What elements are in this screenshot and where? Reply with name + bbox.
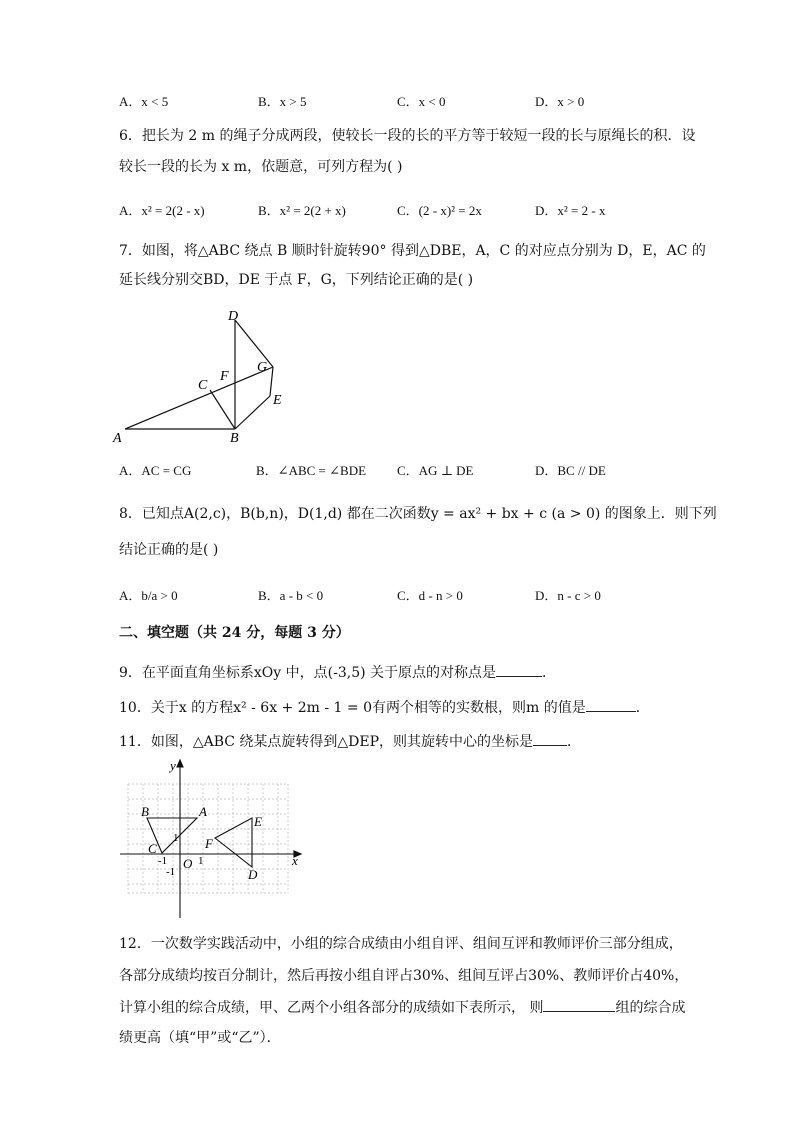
q10-end: ． <box>635 700 650 716</box>
q5-option-d: D．x > 0 <box>535 94 585 109</box>
q6-stem-line1: 6．把长为 2 m 的绳子分成两段，使较长一段的长的平方等于较短一段的长与原绳长的积．设 <box>119 128 696 144</box>
q12-line3 <box>119 997 685 1018</box>
q8-option-d: D．n - c > 0 <box>535 588 601 603</box>
q11-label-a: A <box>199 804 207 819</box>
q11-triangle-def <box>215 818 252 867</box>
q9-answer-blank[interactable] <box>496 662 542 677</box>
q11-label-e: E <box>254 814 262 829</box>
q11-answer-blank[interactable] <box>533 731 567 746</box>
q7-label-e: E <box>273 393 282 408</box>
section-title-fill-in: 二、填空题（共 24 分，每题 3 分） <box>119 625 350 641</box>
q7-stem-line2: 延长线分别交BD，DE 于点 F，G，下列结论正确的是( ) <box>119 272 474 288</box>
q6-option-a: A．x² = 2(2 - x) <box>119 203 205 218</box>
q6-stem-line2: 较长一段的长为 x m，依题意，可列方程为( ) <box>119 159 403 175</box>
q10-answer-blank[interactable] <box>586 697 636 712</box>
q7-option-c: C．AG ⊥ DE <box>397 463 474 478</box>
q7-segment-ge <box>270 367 273 396</box>
q7-label-g: G <box>257 360 268 375</box>
q11-label-x: x <box>292 853 298 868</box>
q12-answer-blank[interactable] <box>543 997 615 1012</box>
q11-stem <box>119 731 581 752</box>
q11-coordinate-figure <box>115 756 315 926</box>
q10-text: 10．关于x 的方程x² - 6x + 2m - 1 = 0有两个相等的实数根，则m 的值是 <box>119 700 586 716</box>
q10-stem <box>119 697 650 718</box>
q7-segment-dg <box>235 320 273 367</box>
q11-tick-x-neg1: -1 <box>158 855 168 867</box>
q7-stem-line1: 7．如图，将△ABC 绕点 B 顺时针旋转90° 得到△DBE，A，C 的对应点分别为 D，E，AC 的 <box>119 243 706 259</box>
q12-line3-text: 计算小组的综合成绩，甲、乙两个小组各部分的成绩如下表所示， 则 <box>119 1000 544 1016</box>
q12-line1: 12．一次数学实践活动中，小组的综合成绩由小组自评、组间互评和教师评价三部分组成， <box>119 936 683 952</box>
q7-option-d: D．BC // DE <box>535 463 606 478</box>
q8-option-c: C．d - n > 0 <box>397 588 463 603</box>
q12-line3-end: 组的综合成 <box>615 1000 686 1016</box>
q9-text: 9．在平面直角坐标系xOy 中，点(-3,5) 关于原点的对称点是 <box>119 665 497 681</box>
q6-option-b: B．x² = 2(2 + x) <box>258 203 346 218</box>
q8-stem-line1: 8．已知点A(2,c)，B(b,n)，D(1,d) 都在二次函数y = ax² + bx + c (a > 0) 的图象上．则下列 <box>119 506 717 522</box>
q7-label-c: C <box>198 378 208 393</box>
q7-figure <box>110 300 310 450</box>
q12-line4: 绩更高（填“甲”或“乙”）． <box>119 1030 281 1046</box>
q8-stem-line2: 结论正确的是( ) <box>119 542 219 558</box>
q7-label-b: B <box>230 431 239 446</box>
q11-label-b: B <box>141 804 149 819</box>
q11-text: 11．如图，△ABC 绕某点旋转得到△DEP，则其旋转中心的坐标是 <box>119 734 534 750</box>
q7-option-a: A．AC = CG <box>119 463 192 478</box>
q7-segment-ag <box>125 367 273 429</box>
q9-end: ． <box>542 665 557 681</box>
q7-label-f: F <box>220 369 229 384</box>
q11-label-y: y <box>170 758 176 773</box>
q11-label-origin: O <box>183 856 193 871</box>
q9-stem <box>119 662 556 683</box>
q5-option-a: A．x < 5 <box>119 94 169 109</box>
q11-tick-y-neg1: -1 <box>166 866 176 878</box>
q11-end: ． <box>567 734 582 750</box>
q8-option-b: B．a - b < 0 <box>258 588 324 603</box>
q6-option-d: D．x² = 2 - x <box>535 203 606 218</box>
q11-tick-y-1: 1 <box>173 832 179 844</box>
q7-option-b: B．∠ABC = ∠BDE <box>256 463 367 478</box>
q11-tick-x-1: 1 <box>198 855 204 867</box>
q7-label-a: A <box>113 431 122 446</box>
q5-option-b: B．x > 5 <box>258 94 307 109</box>
q11-label-d: D <box>248 867 258 882</box>
q11-label-f: F <box>205 836 213 851</box>
q7-segment-cb <box>210 390 235 429</box>
q8-option-a: A．b/a > 0 <box>119 588 178 603</box>
q6-option-c: C．(2 - x)² = 2x <box>397 203 482 218</box>
q11-label-c: C <box>148 841 157 856</box>
q11-y-arrow <box>177 760 183 767</box>
q5-option-c: C．x < 0 <box>397 94 446 109</box>
q7-label-d: D <box>228 309 239 324</box>
q12-line2: 各部分成绩均按百分制计，然后再按小组自评占30%、组间互评占30%、教师评价占40%， <box>119 968 689 984</box>
q7-segment-eb <box>235 396 270 429</box>
